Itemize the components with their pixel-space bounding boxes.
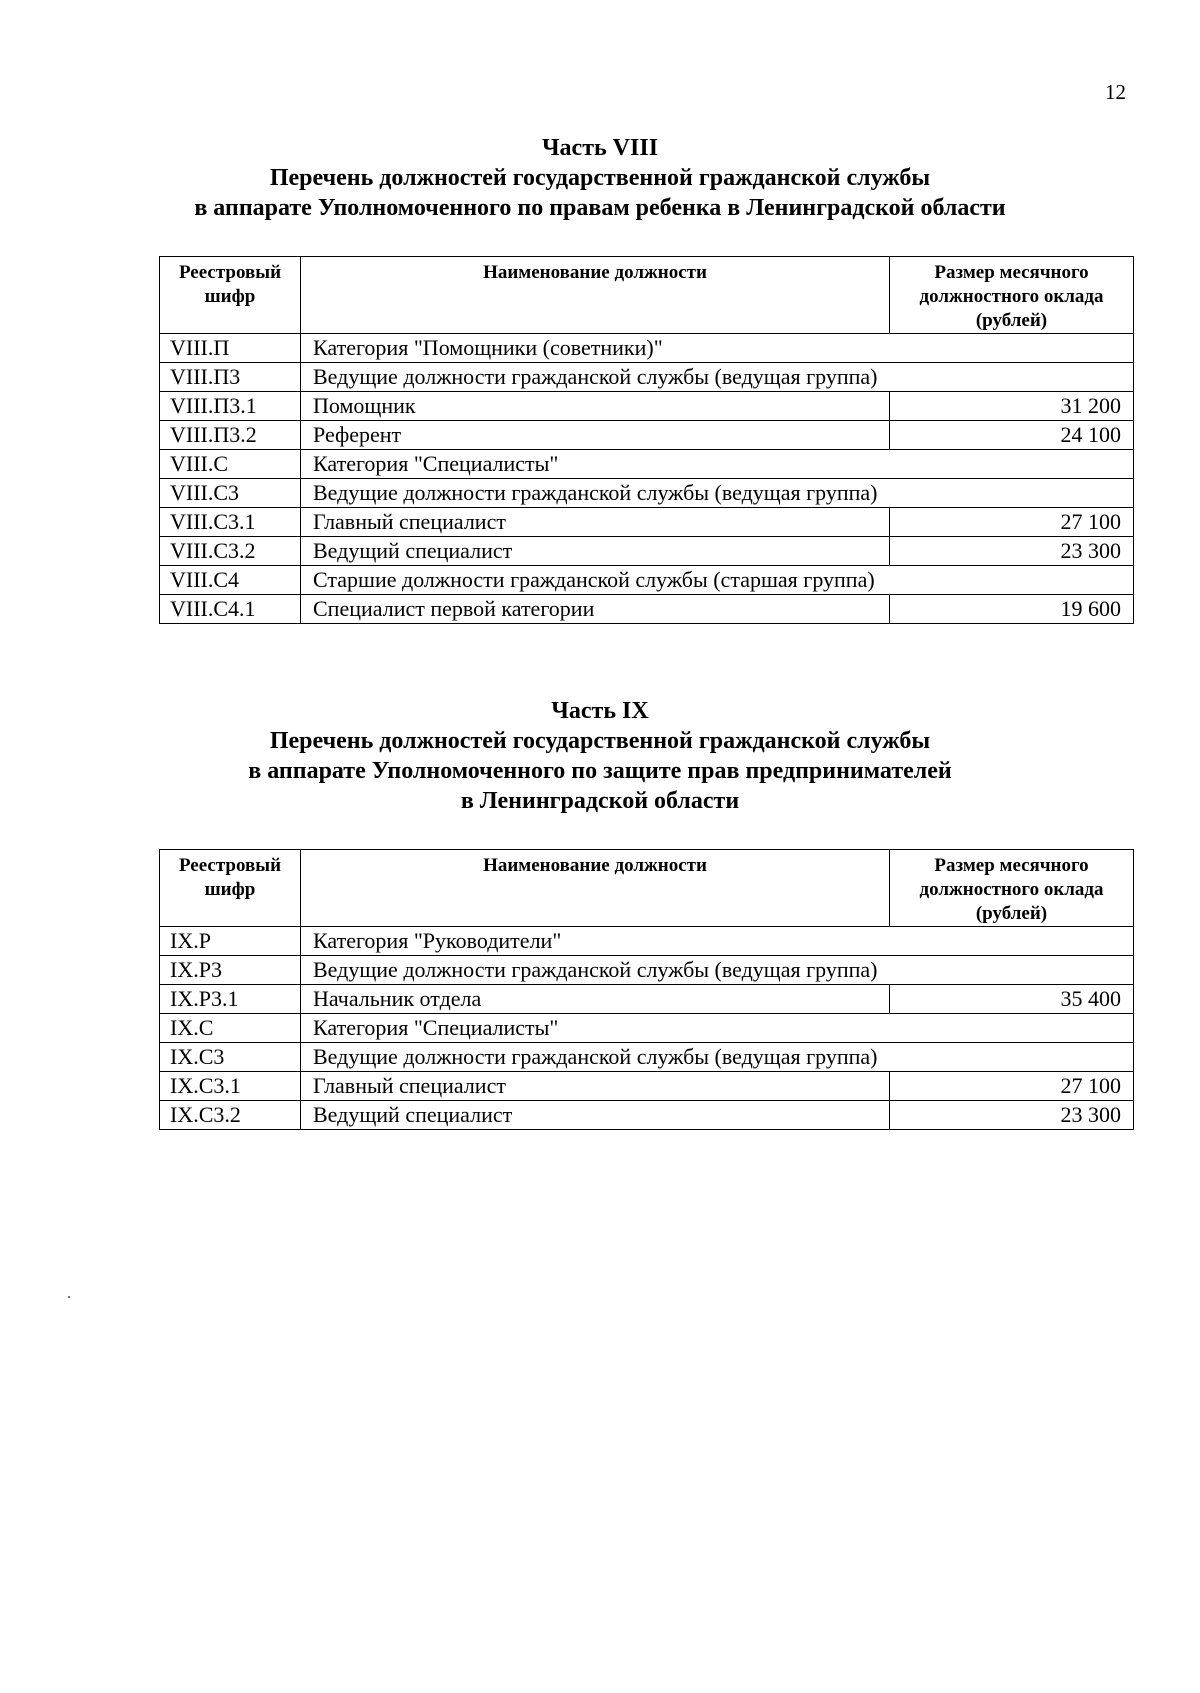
part9-heading-line3: в Ленинградской области (460, 788, 740, 814)
position-name-cell: Референт (301, 421, 890, 450)
position-name-cell: Главный специалист (301, 508, 890, 537)
part8-table-header-row (160, 257, 1134, 334)
position-name-cell: Помощник (301, 392, 890, 421)
part8-table-body (160, 334, 1134, 624)
table-row (160, 1072, 1134, 1101)
register-code-cell: IX.С (160, 1014, 301, 1043)
position-name-cell: Ведущий специалист (301, 537, 890, 566)
position-name-cell: Ведущие должности гражданской службы (ведущая группа) (301, 479, 1134, 508)
position-name-cell: Категория "Руководители" (301, 927, 1134, 956)
register-code-cell: IX.С3 (160, 1043, 301, 1072)
table-row (160, 421, 1134, 450)
part9-heading (0, 696, 1200, 816)
register-code-cell: VIII.С3 (160, 479, 301, 508)
part9-table-header-row (160, 850, 1134, 927)
position-name-cell: Категория "Помощники (советники)" (301, 334, 1134, 363)
part9-heading-title: Часть IX (551, 698, 649, 724)
register-code-cell: VIII.П3.1 (160, 392, 301, 421)
salary-cell: 24 100 (890, 421, 1134, 450)
register-code-cell: VIII.С4.1 (160, 595, 301, 624)
position-name-cell: Ведущие должности гражданской службы (ведущая группа) (301, 956, 1134, 985)
table-row (160, 537, 1134, 566)
salary-cell: 31 200 (890, 392, 1134, 421)
register-code-cell: VIII.П (160, 334, 301, 363)
register-code-cell: IX.С3.2 (160, 1101, 301, 1130)
position-name-cell: Главный специалист (301, 1072, 890, 1101)
scan-speck (68, 1296, 70, 1298)
position-name-cell: Категория "Специалисты" (301, 450, 1134, 479)
part9-heading-line2: в аппарате Уполномоченного по защите прав предпринимателей (248, 758, 952, 784)
table-row (160, 1043, 1134, 1072)
salary-cell: 19 600 (890, 595, 1134, 624)
part9-table (159, 849, 1134, 1130)
position-name-cell: Ведущий специалист (301, 1101, 890, 1130)
part8-heading-block (0, 133, 1200, 223)
column-header-salary: Размер месячного должностного оклада (рублей) (890, 257, 1134, 334)
part8-heading (0, 133, 1200, 223)
salary-cell: 35 400 (890, 985, 1134, 1014)
position-name-cell: Начальник отдела (301, 985, 890, 1014)
position-name-cell: Категория "Специалисты" (301, 1014, 1134, 1043)
salary-cell: 23 300 (890, 537, 1134, 566)
table-row (160, 1101, 1134, 1130)
table-row (160, 450, 1134, 479)
register-code-cell: IX.Р3.1 (160, 985, 301, 1014)
register-code-cell: VIII.П3.2 (160, 421, 301, 450)
table-row (160, 508, 1134, 537)
column-header-name: Наименование должности (301, 257, 890, 334)
part8-table (159, 256, 1134, 624)
part9-heading-line1: Перечень должностей государственной гражданской службы (269, 728, 931, 754)
column-header-salary: Размер месячного должностного оклада (рублей) (890, 850, 1134, 927)
register-code-cell: IX.С3.1 (160, 1072, 301, 1101)
register-code-cell: VIII.С3.2 (160, 537, 301, 566)
part8-heading-line2: в аппарате Уполномоченного по правам ребенка в Ленинградской области (194, 195, 1006, 221)
register-code-cell: IX.Р (160, 927, 301, 956)
position-name-cell: Старшие должности гражданской службы (старшая группа) (301, 566, 1134, 595)
register-code-cell: IX.Р3 (160, 956, 301, 985)
part9-table-body (160, 927, 1134, 1130)
table-row (160, 392, 1134, 421)
column-header-name: Наименование должности (301, 850, 890, 927)
position-name-cell: Специалист первой категории (301, 595, 890, 624)
column-header-code: Реестровый шифр (160, 850, 301, 927)
page-number: 12 (1105, 80, 1126, 104)
table-row (160, 1014, 1134, 1043)
table-row (160, 479, 1134, 508)
table-row (160, 985, 1134, 1014)
part8-heading-title: Часть VIII (541, 135, 659, 161)
table-row (160, 595, 1134, 624)
table-row (160, 927, 1134, 956)
register-code-cell: VIII.П3 (160, 363, 301, 392)
table-row (160, 334, 1134, 363)
part9-heading-block (0, 696, 1200, 816)
register-code-cell: VIII.С (160, 450, 301, 479)
register-code-cell: VIII.С4 (160, 566, 301, 595)
part8-heading-line1: Перечень должностей государственной гражданской службы (269, 165, 931, 191)
salary-cell: 27 100 (890, 1072, 1134, 1101)
position-name-cell: Ведущие должности гражданской службы (ведущая группа) (301, 363, 1134, 392)
table-row (160, 363, 1134, 392)
register-code-cell: VIII.С3.1 (160, 508, 301, 537)
salary-cell: 23 300 (890, 1101, 1134, 1130)
column-header-code: Реестровый шифр (160, 257, 301, 334)
table-row (160, 566, 1134, 595)
table-row (160, 956, 1134, 985)
salary-cell: 27 100 (890, 508, 1134, 537)
position-name-cell: Ведущие должности гражданской службы (ведущая группа) (301, 1043, 1134, 1072)
